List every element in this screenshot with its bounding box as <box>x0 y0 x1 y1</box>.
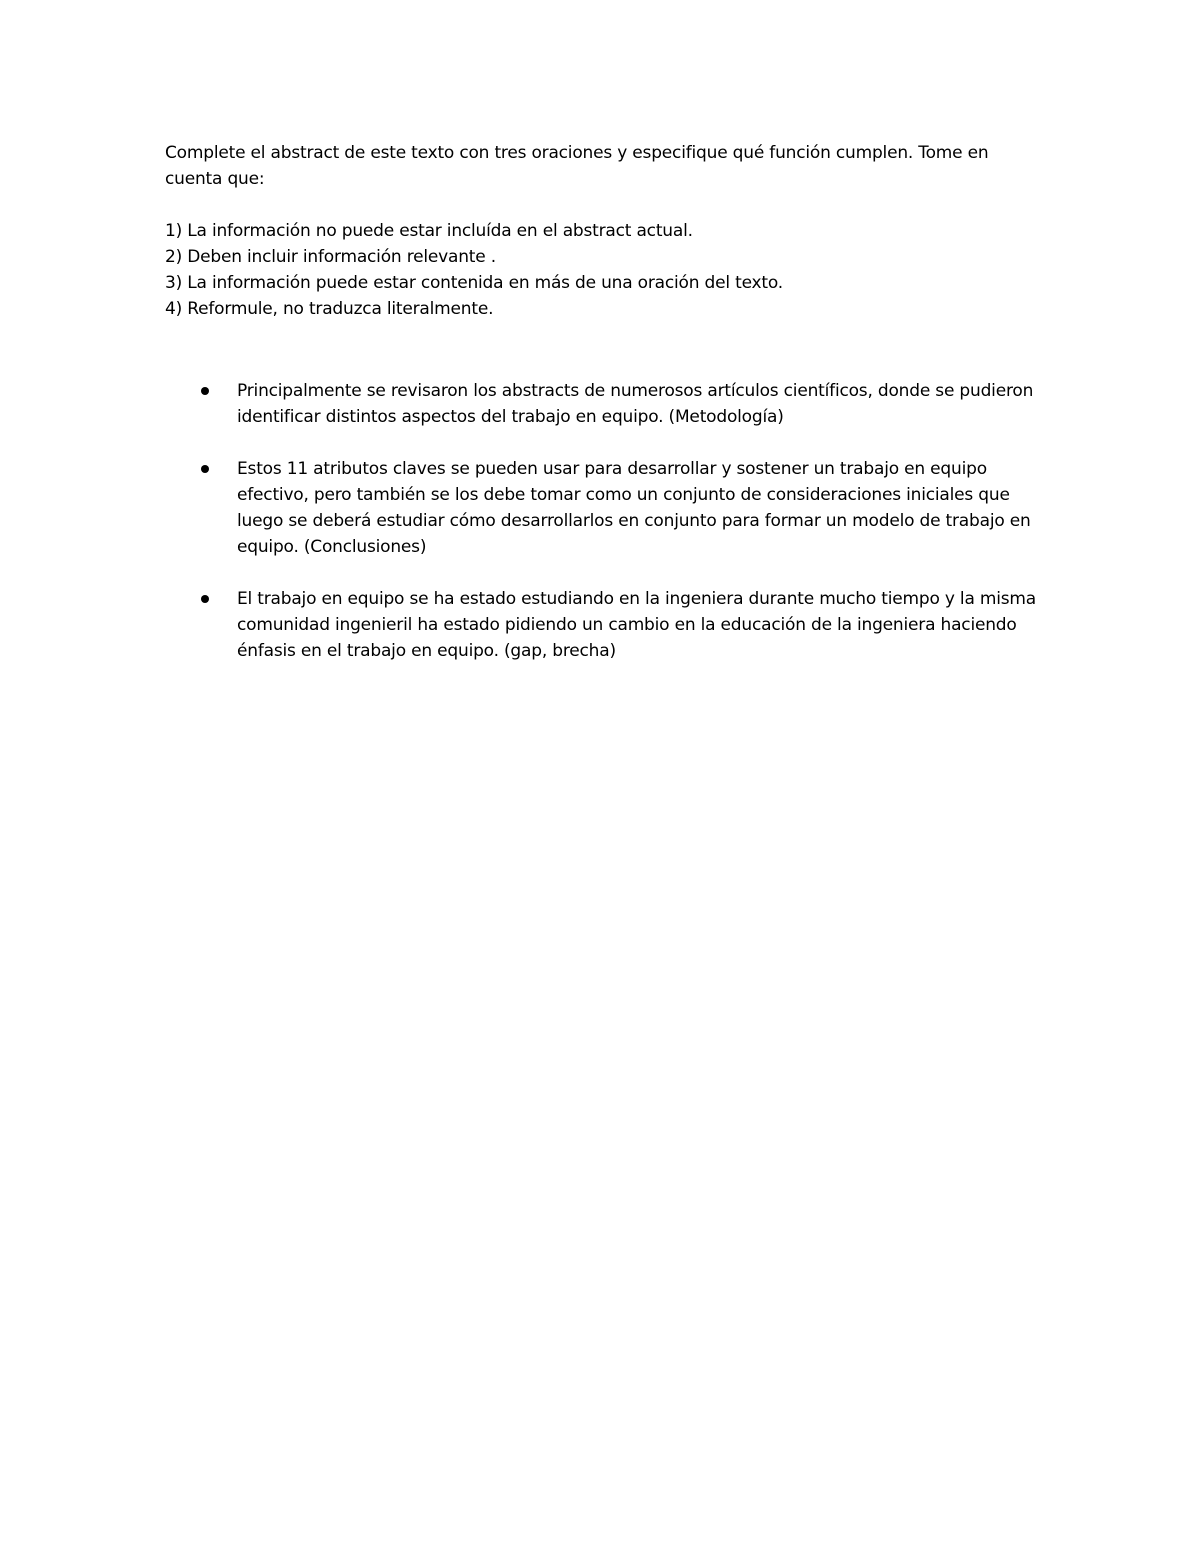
answer-item <box>165 586 1045 664</box>
instructions-paragraph: Complete el abstract de este texto con tres oraciones y especifique qué función cumplen. Tome en cuenta que: <box>165 143 989 189</box>
answer-text: Principalmente se revisaron los abstracts de numerosos artículos científicos, donde se pudieron identificar distintos aspectos del trabajo en equipo. (Metodología) <box>237 381 1034 427</box>
bullet-icon <box>201 465 209 473</box>
answer-text: El trabajo en equipo se ha estado estudiando en la ingeniera durante mucho tiempo y la misma comunidad ingenieril ha estado pidiendo un cambio en la educación de la ingeniera haciendo énfasis en el trabajo en equipo. (gap, brecha) <box>237 589 1036 661</box>
bullet-icon <box>201 595 209 603</box>
rules-list <box>165 218 1045 322</box>
answers-list <box>165 378 1045 664</box>
document-body <box>165 140 1045 690</box>
section-spacer <box>165 322 1045 378</box>
answer-item <box>165 378 1045 430</box>
answer-item <box>165 456 1045 560</box>
paragraph-spacer <box>165 192 1045 218</box>
rule-item: 3) La información puede estar contenida en más de una oración del texto. <box>165 273 783 293</box>
rule-item: 2) Deben incluir información relevante . <box>165 247 496 267</box>
bullet-icon <box>201 387 209 395</box>
rule-item: 4) Reformule, no traduzca literalmente. <box>165 299 494 319</box>
answer-text: Estos 11 atributos claves se pueden usar para desarrollar y sostener un trabajo en equipo efectivo, pero también se los debe tomar como un conjunto de consideraciones iniciales que luego se deberá estudiar cómo desarrollarlos en conjunto para formar un modelo de trabajo en equipo. (Conclusiones) <box>237 459 1031 557</box>
rule-item: 1) La información no puede estar incluída en el abstract actual. <box>165 221 693 241</box>
